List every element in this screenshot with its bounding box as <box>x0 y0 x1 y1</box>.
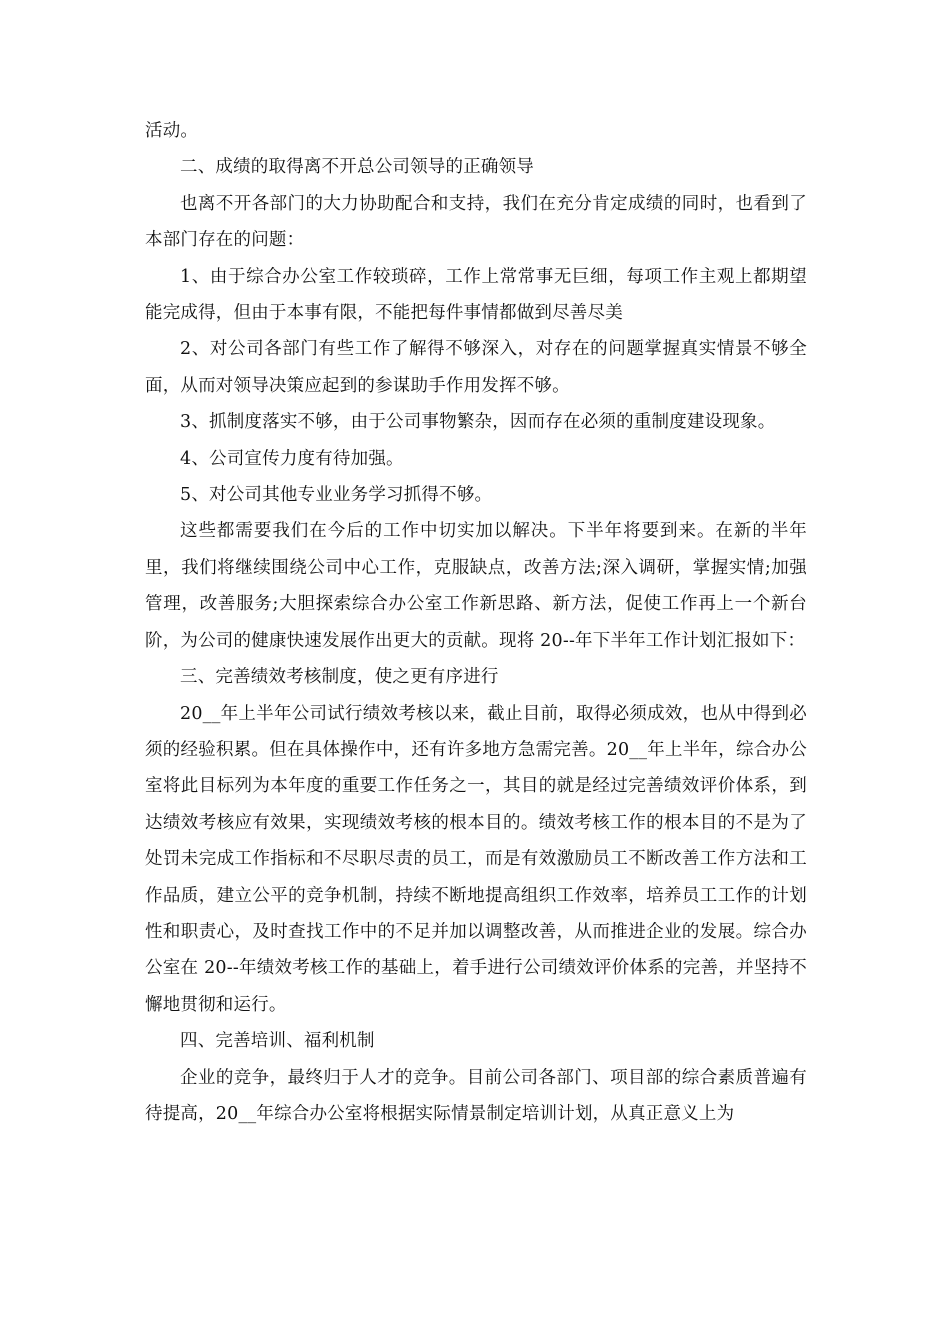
paragraph: 企业的竞争，最终归于人才的竞争。目前公司各部门、项目部的综合素质普遍有待提高，20__年综合办公室将根据实际情景制定培训计划，从真正意义上为 <box>145 1067 807 1124</box>
list-item-1: 1、由于综合办公室工作较琐碎，工作上常常事无巨细，每项工作主观上都期望能完成得，但由于本事有限，不能把每件事情都做到尽善尽美 <box>145 266 807 324</box>
paragraph-continuation: 活动。 <box>145 121 199 141</box>
document-body <box>145 113 807 1132</box>
section-heading-4: 四、完善培训、福利机制 <box>180 1031 375 1052</box>
list-item-5: 5、对公司其他专业业务学习抓得不够。 <box>180 485 493 506</box>
section-heading-3: 三、完善绩效考核制度，使之更有序进行 <box>180 667 499 688</box>
list-item-3: 3、抓制度落实不够，由于公司事物繁杂，因而存在必须的重制度建设现象。 <box>180 412 776 433</box>
paragraph: 这些都需要我们在今后的工作中切实加以解决。下半年将要到来。在新的半年里，我们将继续围绕公司中心工作，克服缺点，改善方法;深入调研，掌握实情;加强管理，改善服务;大胆探索综合办公室工作新思路、新方法，促使工作再上一个新台阶，为公司的健康快速发展作出更大的贡献。现将 20--年下半年工作计划汇报如下： <box>145 521 807 651</box>
list-item-4: 4、公司宣传力度有待加强。 <box>180 448 404 469</box>
paragraph: 20__年上半年公司试行绩效考核以来，截止目前，取得必须成效，也从中得到必须的经验积累。但在具体操作中，还有许多地方急需完善。20__年上半年，综合办公室将此目标列为本年度的重要工作任务之一，其目的就是经过完善绩效评价体系，到达绩效考核应有效果，实现绩效考核的根本目的。绩效考核工作的根本目的不是为了处罚未完成工作指标和不尽职尽责的员工，而是有效激励员工不断改善工作方法和工作品质，建立公平的竞争机制，持续不断地提高组织工作效率，培养员工工作的计划性和职责心，及时查找工作中的不足并加以调整改善，从而推进企业的发展。综合办公室在 20--年绩效考核工作的基础上，着手进行公司绩效评价体系的完善，并坚持不懈地贯彻和运行。 <box>145 703 807 1015</box>
list-item-2: 2、对公司各部门有些工作了解得不够深入，对存在的问题掌握真实情景不够全面，从而对领导决策应起到的参谋助手作用发挥不够。 <box>145 339 807 396</box>
paragraph: 也离不开各部门的大力协助配合和支持，我们在充分肯定成绩的同时，也看到了本部门存在的问题： <box>145 193 807 251</box>
section-heading-2: 二、成绩的取得离不开总公司领导的正确领导 <box>180 157 534 178</box>
